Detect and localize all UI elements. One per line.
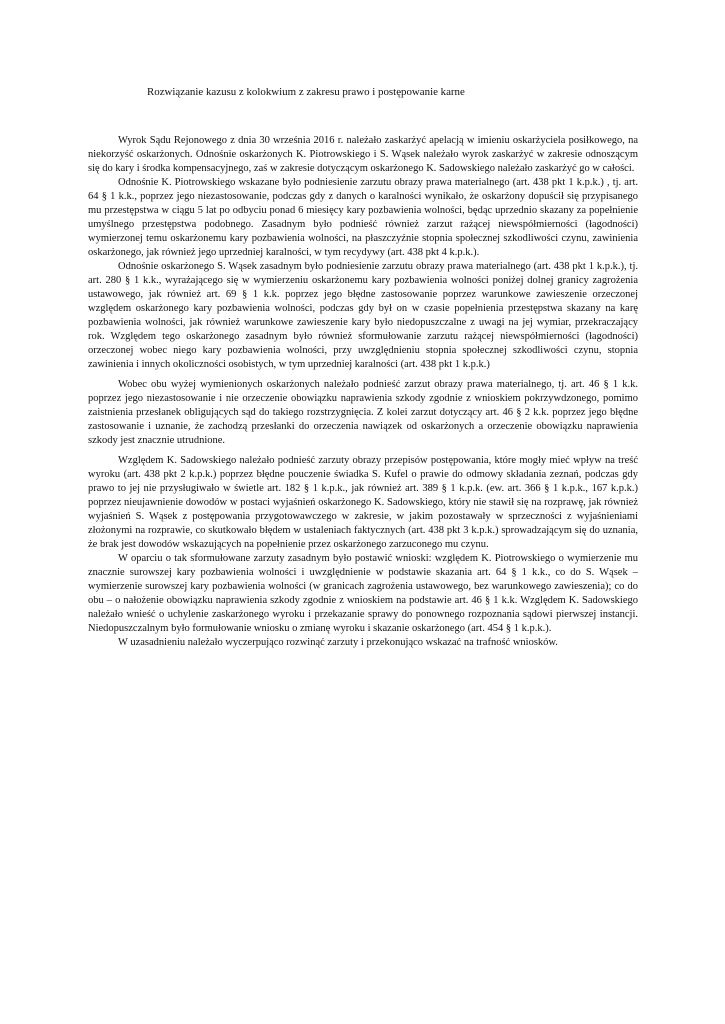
document-title: Rozwiązanie kazusu z kolokwium z zakresu prawo i postępowanie karne: [147, 86, 465, 98]
paragraph-motions: W oparciu o tak sformułowane zarzuty zasadnym było postawić wnioski: względem K. Piotrowskiego o wymierzenie mu znacznie surowszej kary pozbawienia wolności i uwzględnienie w podstawie skazania art. 64 § 1 k.k., co do S. Wąsek – wymierzenie surowszej kary pozbawienia wolności (w granicach zagrożenia ustawowego, bez warunkowego zawieszenia); co do obu – o nałożenie obowiązku naprawienia szkody zgodnie z wnioskiem na podstawie art. 46 § 1 k.k. Względem K. Sadowskiego należało wnieść o uchylenie zaskarżonego wyroku i przekazanie sprawy do ponownego rozpoznania sądowi pierwszej instancji. Niedopuszczalnym było formułowanie wniosku o zmianę wyroku i skazanie oskarżonego (art. 454 § 1 k.p.k.).: [88, 553, 638, 634]
paragraph-sadowski: Względem K. Sadowskiego należało podnieść zarzuty obrazy przepisów postępowania, które mogły mieć wpływ na treść wyroku (art. 438 pkt 2 k.p.k.) poprzez błędne pouczenie świadka S. Kufel o prawie do odmowy składania zeznań, podczas gdy prawo to jej nie przysługiwało w świetle art. 182 § 1 k.p.k., jak również art. 389 § 1 k.p.k. (ew. art. 366 § 1 k.p.k., 167 k.p.k.) poprzez nieujawnienie dowodów w postaci wyjaśnień oskarżonego K. Sadowskiego, który nie stawił się na rozprawę, jak również wyjaśnień S. Wąsek z postępowania przygotowawczego w zakresie, w jakim pozostawały w sprzeczności z wyjaśnieniami złożonymi na rozprawie, co skutkowało błędem w ustaleniach faktycznych (art. 438 pkt 3 k.p.k.) sprowadzającym się do uznania, że brak jest dowodów wskazujących na popełnienie przez oskarżonego zarzuconego mu czynu.: [88, 455, 638, 550]
paragraph-appeal-scope: Wyrok Sądu Rejonowego z dnia 30 września 2016 r. należało zaskarżyć apelacją w imieniu oskarżyciela posiłkowego, na niekorzyść oskarżonych. Odnośnie oskarżonych K. Piotrowskiego i S. Wąsek należało wyrok zaskarżyć w zakresie odnoszącym się do kary i środka kompensacyjnego, zaś w zakresie dotyczącym oskarżonego K. Sadowskiego należało zaskarżyć go w całości.: [88, 135, 638, 174]
document-body: [88, 134, 638, 650]
paragraph-justification: W uzasadnieniu należało wyczerpująco rozwinąć zarzuty i przekonująco wskazać na trafność wniosków.: [118, 637, 558, 648]
paragraph-wasek: Odnośnie oskarżonego S. Wąsek zasadnym było podniesienie zarzutu obrazy prawa materialnego (art. 438 pkt 1 k.p.k.), tj. art. 280 § 1 k.k., wyrażającego się w wymierzeniu oskarżonemu kary pozbawienia wolności poniżej dolnej granicy zagrożenia ustawowego, jak również art. 69 § 1 k.k. poprzez jego błędne zastosowanie poprzez warunkowe zawieszenie orzeczonej względem oskarżonego kary pozbawienia wolności, podczas gdy był on w czasie popełnienia przestępstwa skazany na karę pozbawienia wolności, jak również warunkowe zawieszenie kary było niedopuszczalne z uwagi na jej wymiar, przekraczający rok. Względem tego oskarżonego zasadnym było również sformułowanie zarzutu rażącej niewspółmierności (łagodności) orzeczonej wobec niego kary pozbawienia wolności, przy uwzględnieniu stopnia społecznej szkodliwości czynu, stopnia zawinienia i innych okoliczności osobistych, w tym uprzedniej karalności (art. 438 pkt 1 k.p.k.): [88, 261, 638, 370]
paragraph-piotrowski: Odnośnie K. Piotrowskiego wskazane było podniesienie zarzutu obrazy prawa materialnego (art. 438 pkt 1 k.p.k.) , tj. art. 64 § 1 k.k., poprzez jego niezastosowanie, podczas gdy z danych o karalności wynikało, że oskarżony dopuścił się przypisanego mu przestępstwa w ciągu 5 lat po odbyciu ponad 6 miesięcy kary pozbawienia wolności, będąc uprzednio skazany za popełnienie umyślnego przestępstwa podobnego. Zasadnym było podnieść również zarzut rażącej niewspółmierności (łagodności) wymierzonej temu oskarżonemu kary pozbawienia wolności, na płaszczyźnie stopnia społecznej szkodliwości czynu, zawinienia oskarżonego, jak również jego uprzedniej karalności, w tym recydywy (art. 438 pkt 4 k.p.k.).: [88, 177, 638, 258]
paragraph-both-defendants: Wobec obu wyżej wymienionych oskarżonych należało podnieść zarzut obrazy prawa materialnego, tj. art. 46 § 1 k.k. poprzez jego niezastosowanie i nie orzeczenie obowiązku naprawienia szkody zgodnie z wnioskiem pokrzywdzonego, pomimo zaistnienia przesłanek obligujących sąd do takiego rozstrzygnięcia. Z kolei zarzut dotyczący art. 46 § 2 k.k. poprzez jego błędne zastosowanie i uznanie, że zachodzą przesłanki do orzeczenia nawiązek od oskarżonych a orzeczenie obowiązku naprawienia szkody jest znacznie utrudnione.: [88, 379, 638, 446]
